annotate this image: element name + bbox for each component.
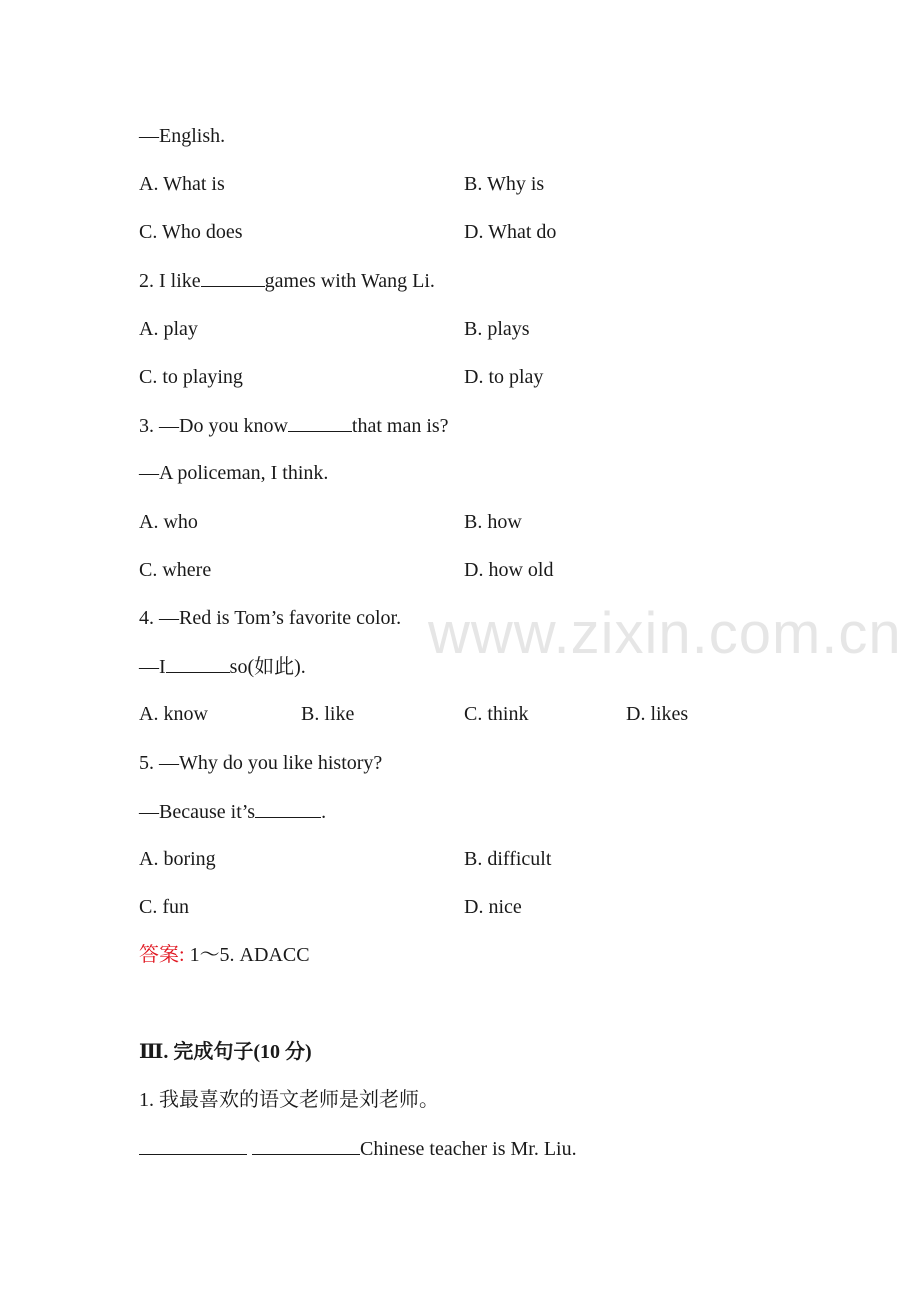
q5-reply [139,799,326,824]
q5-option-a: A. boring [139,848,216,870]
q4-reply-suffix: so(如此). [229,656,306,678]
section3-item1-english [139,1136,577,1161]
answer-label: 答案: [139,944,185,966]
q5-blank [255,799,321,818]
q4-reply-prefix: —I [139,656,166,678]
q2-option-b: B. plays [464,318,530,340]
q2-suffix: games with Wang Li. [264,270,435,292]
item1-blank-2 [252,1136,360,1155]
q2-blank [201,268,265,287]
answer-text: 1～5. ADACC [184,944,310,966]
section3-item1-chinese: 1. 我最喜欢的语文老师是刘老师。 [139,1089,439,1111]
q5-question: 5. —Why do you like history? [139,752,383,774]
q4-question: 4. —Red is Tom’s favorite color. [139,607,402,629]
q2-option-a: A. play [139,318,198,340]
q2-option-d: D. to play [464,366,544,388]
answer-key [139,943,310,967]
item1-blank-1 [139,1136,247,1155]
q3-option-c: C. where [139,559,212,581]
q3-option-b: B. how [464,511,522,533]
q1-answer-line: —English. [139,125,226,147]
q3-question [139,413,449,438]
q1-option-d: D. What do [464,221,557,243]
q4-option-b: B. like [301,703,355,725]
q4-blank [166,654,230,673]
q3-blank [288,413,352,432]
q1-option-c: C. Who does [139,221,243,243]
q2-option-c: C. to playing [139,366,243,388]
q3-suffix: that man is? [351,415,449,437]
watermark: www.zixin.com.cn [428,601,902,666]
q5-reply-suffix: . [321,801,327,823]
q1-option-b: B. Why is [464,173,545,195]
q5-option-c: C. fun [139,896,189,918]
q3-option-a: A. who [139,511,198,533]
q2-question [139,268,435,293]
q3-prefix: 3. —Do you know [139,415,288,437]
section-heading: Ⅲ. 完成句子(10 分) [139,1041,312,1063]
q4-reply [139,654,306,679]
q5-reply-prefix: —Because it’s [139,801,256,823]
q5-option-b: B. difficult [464,848,552,870]
q4-option-c: C. think [464,703,529,725]
q1-option-a: A. What is [139,173,225,195]
q2-prefix: 2. I like [139,270,201,292]
item1-english-suffix: Chinese teacher is Mr. Liu. [360,1138,577,1160]
q3-option-d: D. how old [464,559,554,581]
q3-reply: —A policeman, I think. [139,462,329,484]
q5-option-d: D. nice [464,896,522,918]
q4-option-d: D. likes [626,703,689,725]
q4-option-a: A. know [139,703,208,725]
